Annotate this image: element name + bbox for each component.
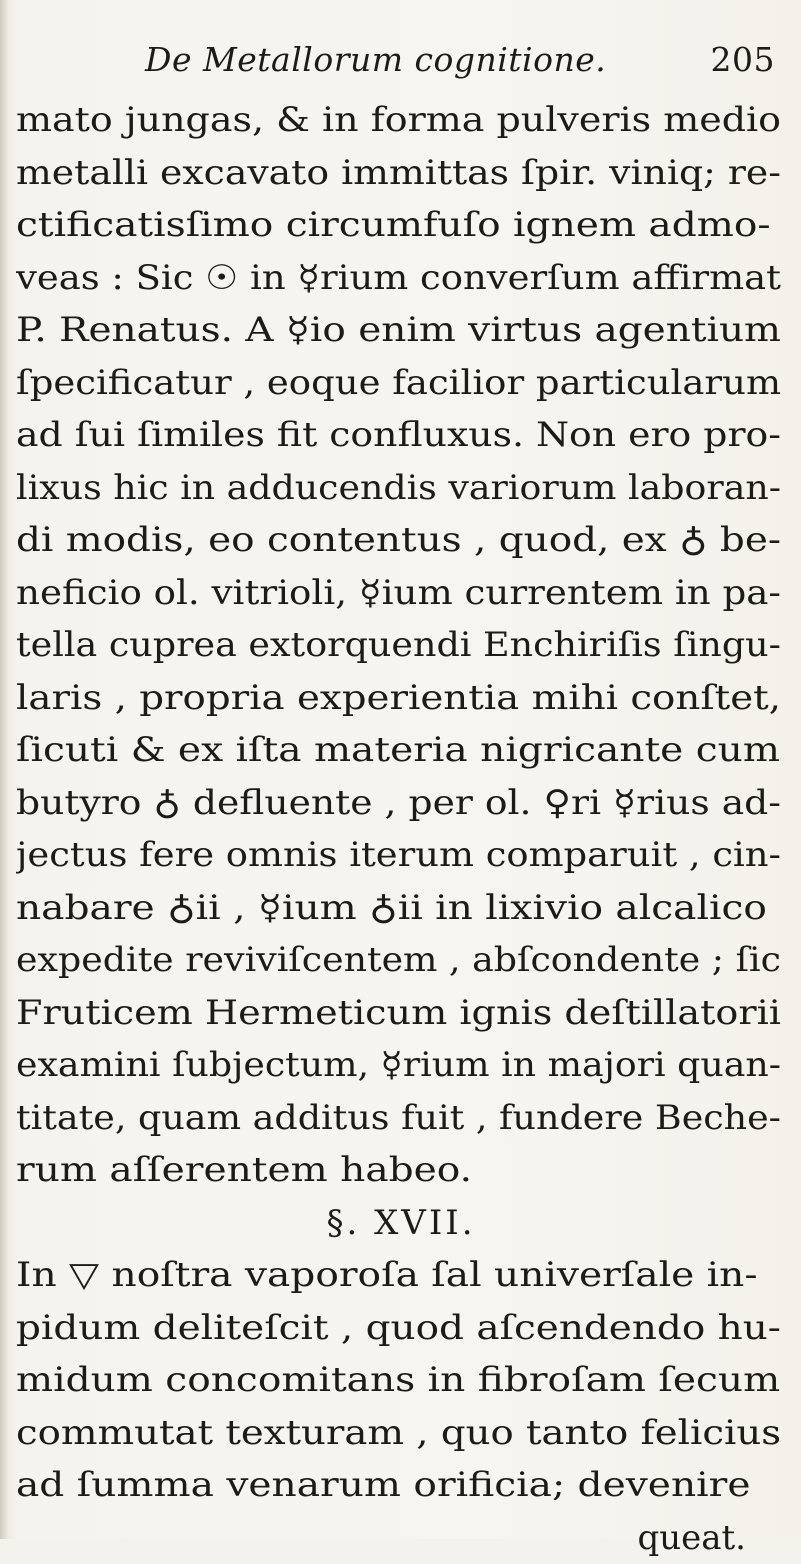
text-line: nabare ♁ii , ☿ium ♁ii in lixivio alcalico — [16, 882, 786, 935]
text-line: butyro ♁ defluente , per ol. ♀ri ☿rius ad- — [16, 777, 786, 830]
text-line: In ▽ noſtra vaporoſa ſal univerſale in- — [16, 1249, 786, 1302]
text-line: rum aſſerentem habeo. — [16, 1144, 786, 1197]
text-line: laris , propria experientia mihi conſtet, — [16, 672, 786, 725]
text-line: metalli excavato immittas ſpir. viniq; re- — [16, 147, 786, 200]
text-line: jectus fere omnis iterum comparuit , cin- — [16, 829, 786, 882]
text-line: ſicuti & ex iſta materia nigricante cum — [16, 724, 786, 777]
text-line: ſpecificatur , eoque facilior particularum — [16, 357, 786, 410]
catchword-line: queat. — [16, 1512, 786, 1564]
text-line: tella cuprea extorquendi Enchiriſis ſingu- — [16, 619, 786, 672]
text-line: ad ſumma venarum orificia; devenire — [16, 1459, 786, 1512]
text-line: di modis, eo contentus , quod, ex ♁ be- — [16, 514, 786, 567]
text-line: pidum deliteſcit , quod aſcendendo hu- — [16, 1302, 786, 1355]
text-line: lixus hic in adducendis variorum laboran- — [16, 462, 786, 515]
text-line: Fruticem Hermeticum ignis deſtillatorii — [16, 987, 786, 1040]
running-header — [145, 40, 785, 90]
text-line: titate, quam additus fuit , fundere Beche- — [16, 1092, 786, 1145]
page-gutter — [0, 0, 8, 1539]
text-line: commutat texturam , quo tanto felicius — [16, 1407, 786, 1460]
text-line: P. Renatus. A ☿io enim virtus agentium — [16, 304, 786, 357]
text-line: ad ſui ſimiles fit confluxus. Non ero pro- — [16, 409, 786, 462]
running-title: De Metallorum cognitione. — [145, 40, 606, 79]
section-heading: §. XVII. — [16, 1197, 786, 1250]
text-line: veas : Sic ☉ in ☿rium converſum affirmat — [16, 252, 786, 305]
text-line: ctificatisſimo circumfuſo ignem admo- — [16, 199, 786, 252]
text-line: expedite reviviſcentem , abſcondente ; ſic — [16, 934, 786, 987]
text-line: midum concomitans in fibroſam ſecum — [16, 1354, 786, 1407]
body-text — [16, 94, 786, 1564]
page-number: 205 — [711, 40, 776, 79]
text-line: mato jungas, & in forma pulveris medio — [16, 94, 786, 147]
text-line: examini ſubjectum, ☿rium in majori quan- — [16, 1039, 786, 1092]
text-line: neficio ol. vitrioli, ☿ium currentem in pa- — [16, 567, 786, 620]
